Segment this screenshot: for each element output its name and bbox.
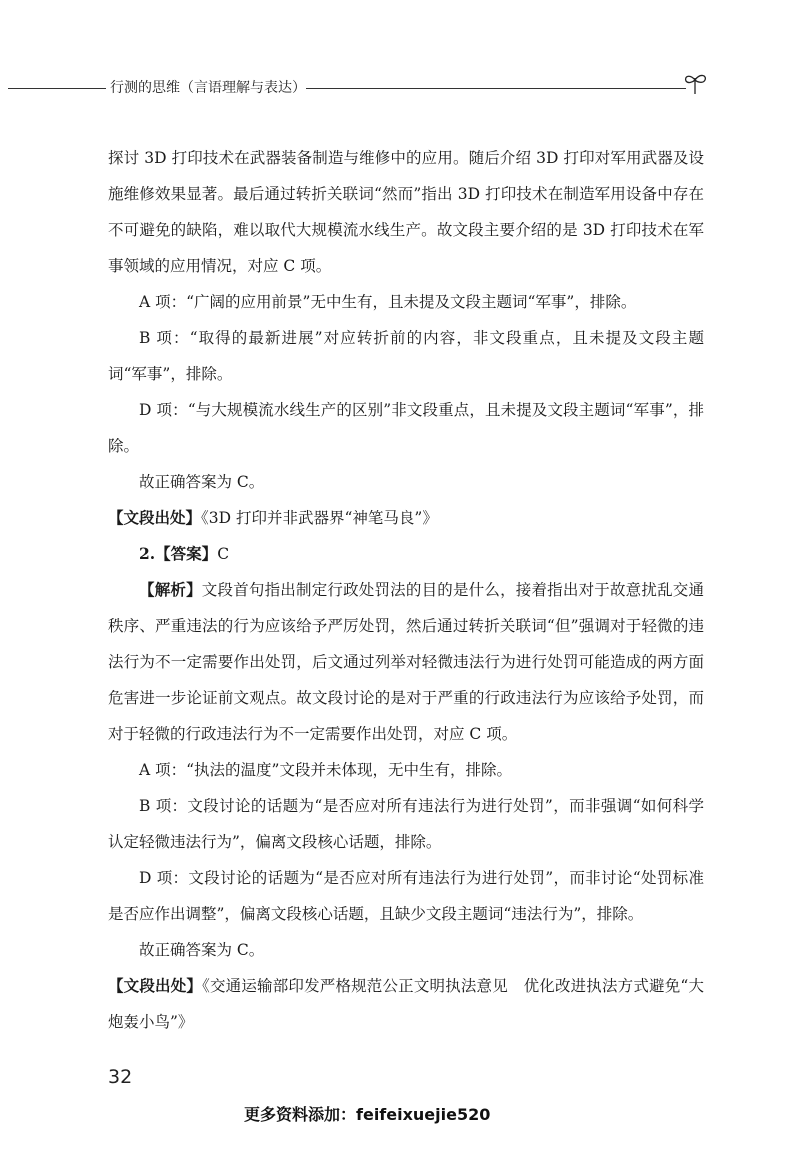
answer-line xyxy=(108,536,704,572)
source-label: 【文段出处】 xyxy=(108,508,202,527)
option-d-analysis: D 项：文段讨论的话题为“是否应对所有违法行为进行处罚”，而非讨论“处罚标准是否应作出调整”，偏离文段核心话题，且缺少文段主题词“违法行为”，排除。 xyxy=(108,869,704,923)
running-header xyxy=(0,78,800,100)
answer-statement: 故正确答案为 C。 xyxy=(139,941,265,959)
option-a-analysis: A 项：“广阔的应用前景”无中生有，且未提及文段主题词“军事”，排除。 xyxy=(139,293,637,311)
header-rule-right xyxy=(306,88,686,89)
option-b-analysis: B 项：文段讨论的话题为“是否应对所有违法行为进行处罚”，而非强调“如何科学认定轻微违法行为”，偏离文段核心话题，排除。 xyxy=(108,797,704,851)
paragraph: 探讨 3D 打印技术在武器装备制造与维修中的应用。随后介绍 3D 打印对军用武器及设施维修效果显著。最后通过转折关联词“然而”指出 3D 打印技术在制造军用设备中存在不可避免的缺陷，难以取代大规模流水线生产。故文段主要介绍的是 3D 打印技术在军事领域的应用情况，对应 C 项。 xyxy=(108,149,704,275)
sprout-icon xyxy=(680,68,710,98)
answer-label: 2.【答案】 xyxy=(139,544,218,563)
analysis-text: 文段首句指出制定行政处罚法的目的是什么，接着指出对于故意扰乱交通秩序、严重违法的行为应该给予严厉处罚，然后通过转折关联词“但”强调对于轻微的违法行为不一定需要作出处罚，后文通过列举对轻微违法行为进行处罚可能造成的两方面危害进一步论证前文观点。故文段讨论的是对于严重的行政违法行为应该给予处罚，而对于轻微的行政违法行为不一定需要作出处罚，对应 C 项。 xyxy=(108,581,704,743)
header-title: 行测的思维（言语理解与表达） xyxy=(110,80,306,96)
analysis-paragraph xyxy=(108,572,704,752)
source-line xyxy=(108,968,704,1040)
source-title: 《交通运输部印发严格规范公正文明执法意见 优化改进执法方式避免“大炮轰小鸟”》 xyxy=(108,977,704,1031)
source-label: 【文段出处】 xyxy=(108,976,203,995)
source-title: 《3D 打印并非武器界“神笔马良”》 xyxy=(201,509,438,527)
answer-value: C xyxy=(217,545,230,563)
source-line xyxy=(108,500,704,536)
page-number: 32 xyxy=(108,1066,133,1088)
option-b-analysis: B 项：“取得的最新进展”对应转折前的内容，非文段重点，且未提及文段主题词“军事”，排除。 xyxy=(108,329,704,383)
option-d-analysis: D 项：“与大规模流水线生产的区别”非文段重点，且未提及文段主题词“军事”，排除。 xyxy=(108,401,704,455)
answer-statement: 故正确答案为 C。 xyxy=(139,473,265,491)
header-rule-left xyxy=(8,88,106,89)
option-a-analysis: A 项：“执法的温度”文段并未体现，无中生有，排除。 xyxy=(139,761,512,779)
footer-note: 更多资料添加：feifeixuejie520 xyxy=(244,1105,491,1124)
page-body xyxy=(108,140,704,1040)
analysis-label: 【解析】 xyxy=(139,580,202,599)
